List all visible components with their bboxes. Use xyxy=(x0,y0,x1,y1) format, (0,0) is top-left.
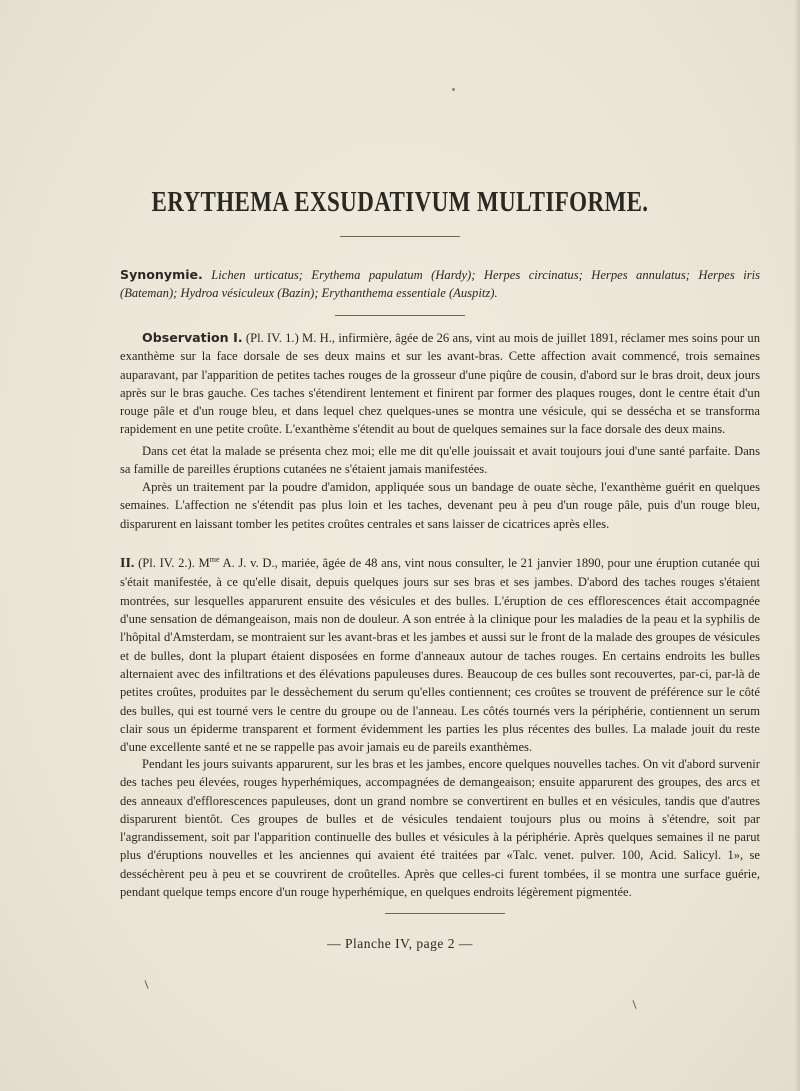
divider-rule xyxy=(385,913,505,914)
paper-speck xyxy=(452,88,455,91)
observation-1-paragraph-3: Après un traitement par la poudre d'amidon, appliquée sous un bandage de ouate sèche, l'exanthème guérit en quelques semaines. L'affection ne s'étendit pas plus loin et les taches, devenant peu à peu d'un rouge pâle, puis d'un rouge bleu, disparurent en laissant tomber les petites croûtes centrales et sans laisser de cicatrices après elles. xyxy=(120,480,760,531)
observation-2-label: II. xyxy=(120,556,135,572)
synonymie-text: Lichen urticatus; Erythema papulatum (Hardy); Herpes circinatus; Herpes annulatus; Herpes iris (Bateman); Hydroa vésiculeux (Bazin); Erythanthema essentiale (Auspitz). xyxy=(120,268,760,301)
observation-1-paragraph-2: Dans cet état la malade se présenta chez moi; elle me dit qu'elle jouissait et avait toujours joui d'une santé parfaite. Dans sa famille de pareilles éruptions cutanées ne s'étaient jamais manifestées. xyxy=(120,444,760,477)
observation-1-text: (Pl. IV. 1.) M. H., infirmière, âgée de 26 ans, vint au mois de juillet 1891, réclamer mes soins pour un exanthème sur la face dorsale de ses deux mains et sur les avant-bras. Cette affection avait commencé, trois semaines auparavant, par l'apparition de petites taches rouges de la grosseur d'une piqûre de cousin, d'abord sur le bras droit, deux jours après sur le bras gauche. Ces taches s'étendirent lentement et finirent par former des plaques rouges, dont le centre était d'un rouge pâle et d'un rouge bleu, et dans lequel chez quelques-unes se montra une vésicule, qui se dessécha et se transforma rapidement en une petite croûte. L'exanthème s'étendit au bout de quelques semaines sur la face dorsale des deux mains. xyxy=(120,331,760,437)
observation-1-paragraph xyxy=(120,329,760,439)
observation-2-paragraph-2: Pendant les jours suivants apparurent, sur les bras et les jambes, encore quelques nouvelles taches. On vit d'abord survenir des taches peu élevées, rouges hyperhémiques, accompagnées de demangeaison; ensuite apparurent des groupes, des arcs et des anneaux d'efflorescences papuleuses, dont un grand nombre se convertirent en bulles et en vésicules, tandis que d'autres disparurent bientôt. Ces groupes de bulles et de vésicules tendaient toujours plus ou moins à s'étendre, soit par l'agrandissement, soit par l'apparition continuelle des bulles et vésicules à la périphérie. Après quelques semaines il ne parut plus d'éruptions nouvelles et les anciennes qui avaient été traitées par «Talc. venet. pulver. 100, Acid. Salicyl. 1», se desséchèrent peu à peu et se couvrirent de croûtelles. Après que celles-ci furent tombées, il se montra une surface guérie, pendant quelque temps encore d'un rouge hyperhémique, en quelques endroits légèrement pigmentée. xyxy=(120,757,760,900)
page-edge xyxy=(794,0,800,1091)
observation-2-text: A. J. v. D., mariée, âgée de 48 ans, vint nous consulter, le 21 janvier 1890, pour une éruption cutanée qui s'était manifestée, à ce qu'elle disait, depuis quelques jours sur ses bras et ses jambes. D'abord des taches rouges s'étaient montrées, sur lesquelles apparurent ensuite des vésicules et des bulles. L'éruption de ces efflorescences était accompagnée d'une sensation de démangeaison, mais non de douleur. A son entrée à la clinique pour les maladies de la peau et la syphilis de l'hôpital d'Amsterdam, se montraient sur les avant-bras et les jambes et aussi sur le front de la malade des groupes de vésicules et de bulles, dont la plupart étaient disposées en forme d'anneaux autour de taches rouges. En certains endroits les bulles alternaient avec des infiltrations et des élévations papuleuses dures. Beaucoup de ces bulles sont recouvertes, par-ci, par-là de petites croûtes, produites par le dessèchement du serum qu'elles contiennent; ces croûtes se trouvent de préférence sur le côté des bulles, qui est tourné vers le centre du groupe ou de l'anneau. Les côtés tournés vers la périphérie, contiennent un serum clair sous un épiderme transparent et forment évidemment les parties les plus récentes des bulles. La malade jouit du reste d'une excellente santé et ne se rappelle pas avoir jamais eu de pareils exanthèmes. xyxy=(120,556,760,755)
page-footer: — Planche IV, page 2 — xyxy=(327,936,473,951)
divider-rule xyxy=(335,315,465,316)
observation-2-paragraph xyxy=(120,551,760,756)
divider-rule xyxy=(340,236,460,237)
mme-superscript: me xyxy=(209,555,220,564)
page-title: ERYTHEMA EXSUDATIVUM MULTIFORME. xyxy=(151,186,649,218)
observation-2-prefix: (Pl. IV. 2.). M xyxy=(134,556,210,571)
observation-1-label: Observation I. xyxy=(142,330,243,345)
synonymie-paragraph xyxy=(120,266,760,303)
synonymie-label: Synonymie. xyxy=(120,267,203,282)
